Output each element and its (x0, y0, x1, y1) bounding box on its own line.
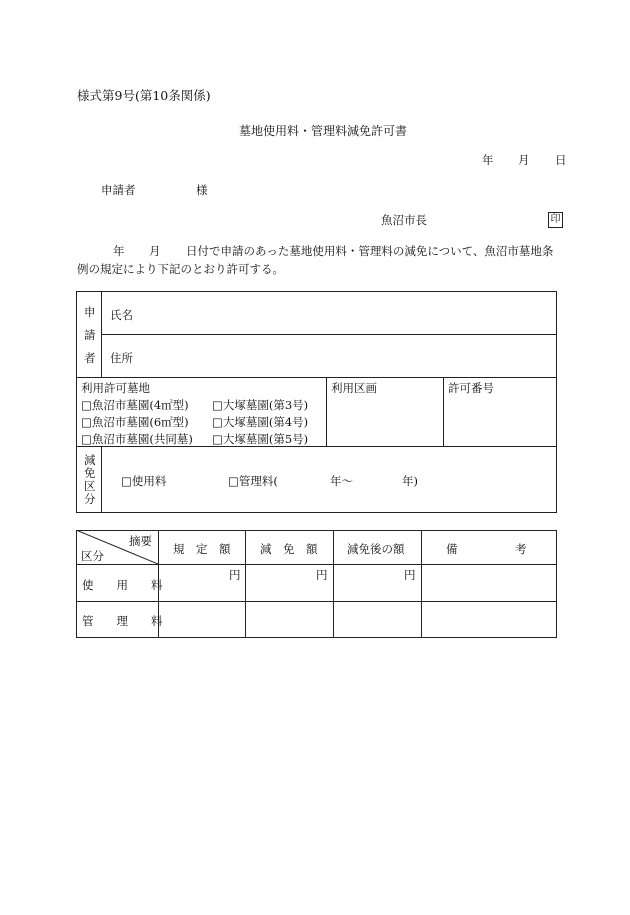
applicant-label-char-3: 者 (84, 351, 96, 365)
header-standard-amount: 規 定 額 (173, 542, 231, 556)
reduction-label-char-4: 分 (84, 492, 96, 506)
date-day-label: 日 (555, 153, 567, 167)
usage-reduction-amount-unit: 円 (316, 568, 328, 582)
seal-mark: 印 (548, 212, 563, 228)
cemetery-option-uonuma-4: □魚沼市墓園(4㎡型) (81, 398, 189, 412)
applicant-prefix: 申請者 (101, 183, 136, 197)
body-month-label: 月 (149, 244, 161, 258)
period-to-label: 年) (402, 474, 418, 488)
cemetery-option-otsuka-4: □大塚墓園(第4号) (212, 415, 309, 429)
reduction-label-char-1: 減 (84, 453, 96, 467)
document-title: 墓地使用料・管理料減免許可書 (239, 124, 408, 138)
body-text-line1: 日付で申請のあった墓地使用料・管理料の減免について、魚沼市墓地条 (186, 244, 554, 258)
address-label: 住所 (110, 351, 133, 365)
applicant-honorific: 様 (196, 183, 208, 197)
cemetery-option-otsuka-5: □大塚墓園(第5号) (212, 432, 309, 446)
cemetery-header: 利用許可墓地 (81, 381, 150, 395)
row-label-usage-fee: 使 用 料 (82, 578, 163, 592)
reduction-label-char-3: 区 (84, 479, 96, 493)
usage-after-amount-unit: 円 (404, 568, 416, 582)
usage-standard-amount-unit: 円 (229, 568, 241, 582)
usage-fee-option: □使用料 (121, 474, 167, 488)
header-amount-after-reduction: 減免後の額 (347, 542, 405, 556)
permit-number-header: 許可番号 (448, 381, 494, 395)
cemetery-option-uonuma-6: □魚沼市墓園(6㎡型) (81, 415, 189, 429)
form-number: 様式第9号(第10条関係) (77, 88, 211, 103)
name-label: 氏名 (110, 308, 133, 322)
applicant-label-char-2: 請 (84, 328, 96, 342)
date-year-label: 年 (482, 153, 494, 167)
plot-header: 利用区画 (331, 381, 377, 395)
reduction-label-char-2: 免 (84, 466, 96, 480)
cemetery-option-uonuma-shared: □魚沼市墓園(共同墓) (81, 432, 193, 446)
issuer-title: 魚沼市長 (381, 213, 427, 227)
header-reduction-amount: 減 免 額 (260, 542, 318, 556)
management-fee-option: □管理料( (228, 474, 278, 488)
period-from-label: 年〜 (330, 474, 353, 488)
corner-header-summary: 摘要 (129, 534, 152, 548)
header-remarks: 備 考 (446, 542, 527, 556)
cemetery-option-otsuka-3: □大塚墓園(第3号) (212, 398, 309, 412)
body-text-line2: 例の規定により下記のとおり許可する。 (77, 262, 284, 276)
row-label-management-fee: 管 理 料 (82, 614, 163, 628)
body-year-label: 年 (113, 244, 125, 258)
applicant-label-char-1: 申 (84, 305, 96, 319)
date-month-label: 月 (518, 153, 530, 167)
corner-header-category: 区分 (81, 549, 104, 563)
